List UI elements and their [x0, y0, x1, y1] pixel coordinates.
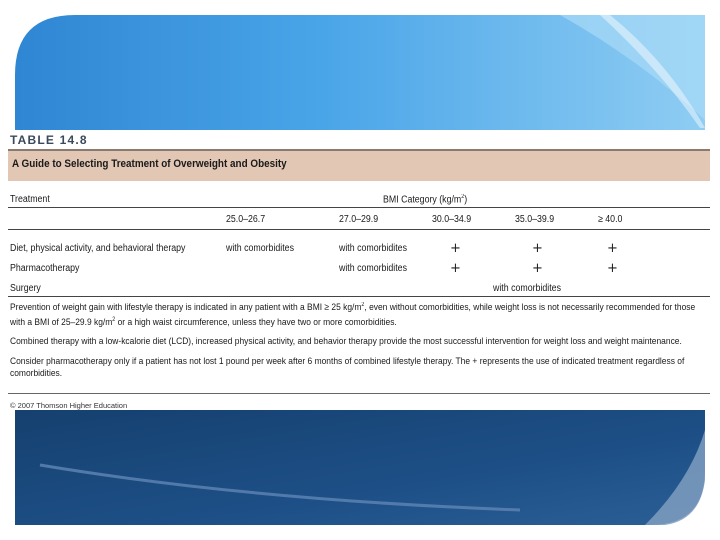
- header-bmi-category: BMI Category $(kg/m^2)$: [383, 194, 468, 206]
- row-label-surgery: Surgery: [10, 283, 41, 294]
- footnote-prevention: Prevention of weight gain with lifestyle therapy is indicated in any patient with a BMI ≥ 25 $kg/m^2$, even without comorbidities, while weight loss is not necessarily recommended for those with a BMI of 25–29.9 $kg/m^2$ or a high waist circumference, unless they have two or more comorbidities.: [10, 302, 696, 329]
- row-pharma-cell-5: +: [607, 261, 618, 276]
- row-surgery-cell-4: with comorbidites: [493, 283, 561, 294]
- footnote-pharmacotherapy: Consider pharmacotherapy only if a patient has not lost 1 pound per week after 6 months of combined lifestyle therapy. The + represents the use of indicated treatment regardless of comorbidities.: [10, 356, 685, 379]
- bmi-range-1: 25.0–26.7: [226, 214, 266, 225]
- row-pharma-cell-4: +: [532, 261, 543, 276]
- header-rule-2: [8, 229, 710, 230]
- row-pharma-cell-2: with comorbidites: [339, 263, 407, 274]
- footer-rule: [8, 393, 710, 394]
- footnote-combined-therapy: Combined therapy with a low-kcalorie diet (LCD), increased physical activity, and behavior therapy provide the most successful intervention for weight loss and weight maintenance.: [10, 336, 682, 347]
- table-label: TABLE 14.8: [10, 133, 88, 147]
- table-title-band: [8, 149, 710, 181]
- row-diet-cell-2: with comorbidites: [339, 243, 407, 254]
- table-figure: [0, 130, 720, 410]
- bmi-range-5: ≥ 40.0: [598, 214, 623, 225]
- row-diet-cell-1: with comorbidites: [226, 243, 294, 254]
- row-label-diet: Diet, physical activity, and behavioral therapy: [10, 243, 186, 254]
- header-rule-1: [8, 207, 710, 208]
- bottom-blue-panel: [15, 410, 705, 525]
- bmi-range-2: 27.0–29.9: [339, 214, 379, 225]
- row-diet-cell-3: +: [450, 241, 461, 256]
- header-treatment: Treatment: [10, 194, 50, 205]
- row-pharma-cell-3: +: [450, 261, 461, 276]
- bmi-range-3: 30.0–34.9: [432, 214, 472, 225]
- row-diet-cell-4: +: [532, 241, 543, 256]
- row-label-pharmacotherapy: Pharmacotherapy: [10, 263, 80, 274]
- bmi-range-4: 35.0–39.9: [515, 214, 555, 225]
- body-rule: [8, 296, 710, 297]
- copyright: © 2007 Thomson Higher Education: [10, 401, 128, 410]
- row-diet-cell-5: +: [607, 241, 618, 256]
- table-title: A Guide to Selecting Treatment of Overweight and Obesity: [12, 158, 287, 170]
